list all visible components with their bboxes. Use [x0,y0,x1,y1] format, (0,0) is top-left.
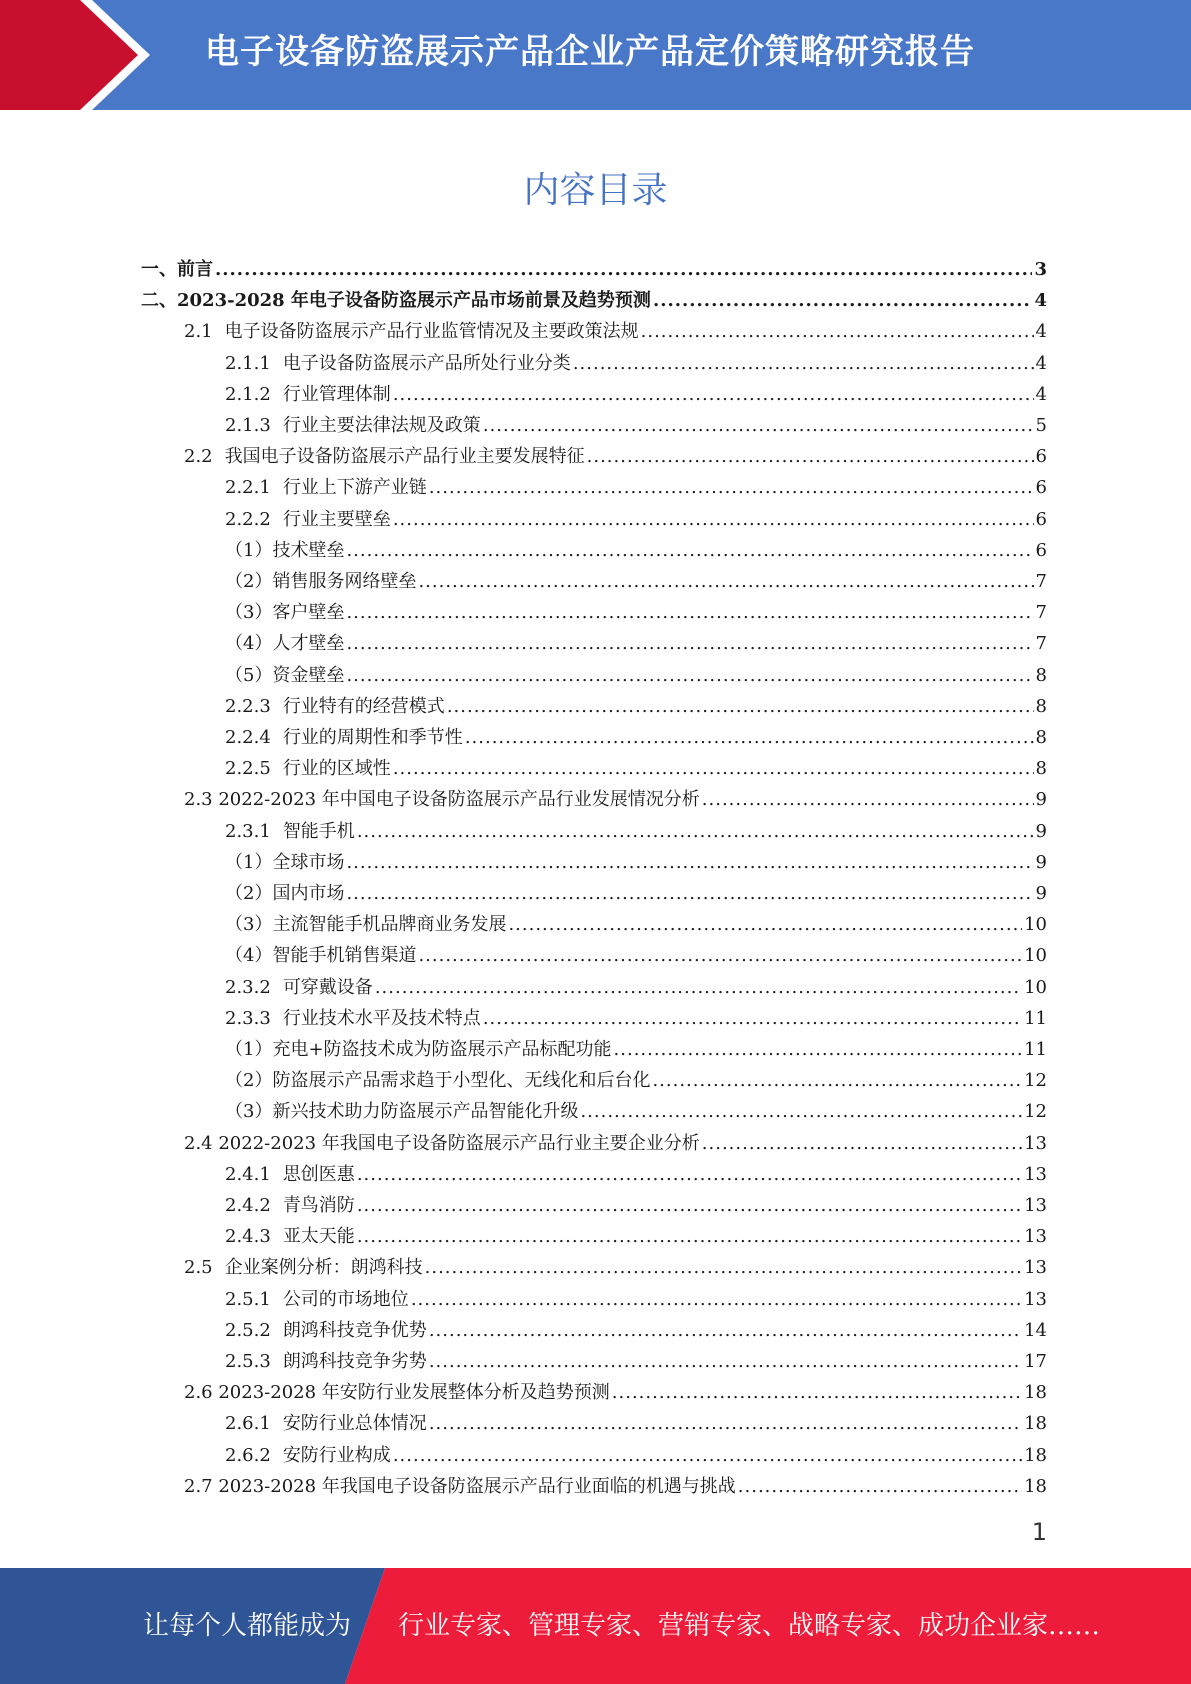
toc-leader-dots [357,816,1034,847]
toc-entry-number: 2.1.3 [225,415,271,436]
page-header [0,0,1191,110]
toc-leader-dots [465,722,1034,753]
toc-entry-number: 2.3.3 [225,1007,271,1029]
toc-entry-page: 13 [1024,1226,1047,1248]
toc-entry-page: 8 [1035,695,1047,717]
toc-entry-number: 2.5 [184,1257,213,1279]
toc-entry-title: 公司的市场地位 [282,1288,409,1310]
toc-entry-page: 6 [1035,539,1047,561]
toc-leader-dots [429,1346,1022,1377]
toc-leader-dots [357,1221,1022,1252]
toc-leader-dots [346,597,1033,628]
toc-leader-dots [429,472,1034,503]
toc-entry-page: 18 [1024,1475,1047,1497]
toc-entry-page: 6 [1035,508,1047,530]
toc-entry-number: （3） [225,914,273,936]
toc-entry-page: 17 [1024,1351,1047,1372]
toc-entry-number: 2.2.4 [225,727,271,748]
toc-entry-title: 国内市场 [272,883,345,904]
toc-entry-title: 行业的周期性和季节性 [282,727,463,748]
toc-entry[interactable] [225,1034,1047,1065]
toc-leader-dots [346,847,1033,878]
toc-entry-title: 一、前言 [141,259,213,280]
toc-entry-title: 防盗展示产品需求趋于小型化、无线化和后台化 [272,1070,651,1092]
toc-leader-dots [508,909,1022,940]
toc-entry-number: （2） [225,571,273,592]
toc-entry-number: （3） [225,1101,273,1123]
toc-entry-number: （4） [225,945,273,967]
toc-leader-dots [652,1065,1022,1096]
toc-entry-page: 8 [1035,664,1047,686]
toc-entry-title: 思创医惠 [282,1163,355,1185]
toc-entry-title: 智能手机销售渠道 [272,945,417,967]
toc-entry-title: 行业的区域性 [282,758,391,780]
toc-entry-title: 安防行业构成 [282,1444,391,1466]
toc-entry-page: 4 [1034,290,1047,312]
toc-entry[interactable] [184,441,1047,472]
toc-entry-number: （1） [225,851,273,873]
toc-entry[interactable] [225,1346,1047,1377]
toc-entry-number: 2.2 [184,446,213,468]
toc-entry[interactable] [225,753,1047,784]
toc-leader-dots [483,410,1034,441]
toc-entry-title: 智能手机 [282,820,355,842]
toc-entry[interactable] [141,285,1047,316]
toc-entry[interactable] [225,909,1047,940]
toc-entry[interactable] [225,566,1047,597]
toc-entry-title: 主流智能手机品牌商业务发展 [272,914,507,936]
toc-entry[interactable] [184,1252,1047,1283]
toc-entry-title: 2.3 2022-2023 年中国电子设备防盗展示产品行业发展情况分析 [184,789,700,811]
toc-leader-dots [393,504,1034,535]
toc-entry-page: 18 [1024,1382,1047,1404]
page-footer [0,1568,1191,1684]
toc-entry-number: 2.4.2 [225,1195,271,1216]
toc-entry[interactable] [225,847,1047,878]
toc-entry-number: 2.2.1 [225,477,271,499]
toc-entry-title: 朗鸿科技竞争劣势 [282,1351,427,1372]
toc-entry[interactable] [184,1377,1047,1408]
toc-entry-number: 2.5.3 [225,1351,271,1372]
toc-leader-dots [429,1315,1022,1346]
toc-leader-dots [411,1284,1022,1315]
toc-entry[interactable] [225,472,1047,503]
toc-leader-dots [215,254,1032,285]
toc-entry-title: 人才壁垒 [272,633,345,655]
toc-entry-number: （3） [225,602,273,624]
toc-entry[interactable] [225,878,1047,909]
toc-leader-dots [393,379,1034,410]
toc-leader-dots [641,316,1034,347]
toc-entry-title: 2.6 2023-2028 年安防行业发展整体分析及趋势预测 [184,1382,610,1404]
toc-entry-title: 充电+防盗技术成为防盗展示产品标配功能 [272,1039,612,1060]
toc-entry-title: 二、2023-2028 年电子设备防盗展示产品市场前景及趋势预测 [141,290,651,312]
toc-leader-dots [580,1096,1022,1127]
toc-entry-page: 3 [1034,259,1047,280]
toc-leader-dots [346,660,1033,691]
toc-entry-page: 10 [1024,945,1047,967]
toc-leader-dots [375,972,1022,1003]
toc-entry-number: 2.5.1 [225,1288,271,1310]
toc-entry-page: 9 [1035,883,1047,904]
toc-entry[interactable] [225,1003,1047,1034]
toc-entry-number: 2.2.2 [225,508,271,530]
toc-leader-dots [429,1408,1022,1439]
toc-entry[interactable] [225,972,1047,1003]
toc-leader-dots [357,1159,1022,1190]
page-number: 1 [1031,1518,1047,1546]
toc-entry-page: 4 [1035,352,1047,374]
toc-entry-title: 销售服务网络壁垒 [272,571,417,592]
toc-entry-page: 13 [1024,1288,1047,1310]
toc-entry-title: 我国电子设备防盗展示产品行业主要发展特征 [224,446,585,468]
toc-entry-page: 5 [1035,415,1047,436]
toc-entry-page: 4 [1035,383,1047,405]
toc-leader-dots [738,1471,1022,1502]
toc-entry-page: 13 [1024,1195,1047,1216]
toc-entry[interactable] [225,535,1047,566]
toc-entry-page: 7 [1035,633,1047,655]
toc-entry[interactable] [225,691,1047,722]
toc-entry-title: 行业主要法律法规及政策 [282,415,481,436]
toc-entry-page: 18 [1024,1413,1047,1435]
toc-leader-dots [702,1128,1022,1159]
toc-entry-page: 9 [1035,789,1047,811]
toc-entry[interactable] [184,316,1047,347]
toc-entry-title: 安防行业总体情况 [282,1413,427,1435]
toc-entry-page: 6 [1035,446,1047,468]
toc-entry-number: 2.3.1 [225,820,271,842]
toc-entry-number: 2.2.5 [225,758,271,780]
toc-entry-number: 2.1.1 [225,352,271,374]
toc-leader-dots [393,753,1034,784]
toc-entry[interactable] [184,1128,1047,1159]
toc-entry[interactable] [225,940,1047,971]
toc-entry-title: 全球市场 [272,851,345,873]
toc-leader-dots [418,940,1022,971]
toc-entry-page: 13 [1024,1257,1047,1279]
toc-entry-page: 9 [1035,851,1047,873]
toc-entry-title: 行业上下游产业链 [282,477,427,499]
toc-entry-page: 10 [1024,914,1047,936]
toc-entry-title: 可穿戴设备 [282,976,373,998]
toc-entry-number: （1） [225,539,273,561]
toc-entry-number: （4） [225,633,273,655]
toc-leader-dots [587,441,1034,472]
toc-entry-title: 电子设备防盗展示产品所处行业分类 [282,352,571,374]
toc-leader-dots [346,535,1033,566]
footer-slogan-left: 让每个人都能成为 [143,1611,352,1641]
toc-entry[interactable] [225,1315,1047,1346]
toc-entry-number: （5） [225,664,273,686]
toc-leader-dots [425,1252,1022,1283]
toc-entry[interactable] [184,784,1047,815]
footer-slogan-right: 行业专家、管理专家、营销专家、战略专家、成功企业家…… [398,1611,1101,1641]
toc-entry[interactable] [225,410,1047,441]
toc-leader-dots [573,348,1034,379]
toc-entry[interactable] [225,379,1047,410]
toc-entry-title: 新兴技术助力防盗展示产品智能化升级 [272,1101,579,1123]
toc-leader-dots [447,691,1034,722]
toc-entry-page: 6 [1035,477,1047,499]
toc-entry-title: 青鸟消防 [282,1195,355,1216]
toc-entry-number: 2.6.1 [225,1413,271,1435]
toc-entry-number: 2.4.1 [225,1163,271,1185]
toc-entry-title: 企业案例分析：朗鸿科技 [224,1257,423,1279]
toc-entry-page: 9 [1035,820,1047,842]
toc-entry-number: （2） [225,1070,273,1092]
toc-entry[interactable] [225,628,1047,659]
toc-entry-title: 2.4 2022-2023 年我国电子设备防盗展示产品行业主要企业分析 [184,1132,700,1154]
toc-entry[interactable] [225,1284,1047,1315]
toc-entry-page: 12 [1024,1101,1047,1123]
toc-entry-title: 客户壁垒 [272,602,345,624]
toc-entry-page: 7 [1035,602,1047,624]
toc-entry-title: 行业技术水平及技术特点 [282,1007,481,1029]
toc-entry[interactable] [184,1471,1047,1502]
toc-entry-title: 电子设备防盗展示产品行业监管情况及主要政策法规 [224,321,639,343]
toc-entry[interactable] [225,1440,1047,1471]
toc-leader-dots [418,566,1033,597]
toc-leader-dots [702,784,1034,815]
toc-entry-page: 13 [1024,1163,1047,1185]
toc-entry-page: 7 [1035,571,1047,592]
toc-entry[interactable] [225,504,1047,535]
toc-entry-title: 资金壁垒 [272,664,345,686]
toc-leader-dots [483,1003,1022,1034]
toc-entry-title: 朗鸿科技竞争优势 [282,1319,427,1341]
toc-leader-dots [612,1377,1022,1408]
toc-entry[interactable] [225,1096,1047,1127]
toc-leader-dots [357,1190,1022,1221]
toc-entry-page: 8 [1035,758,1047,780]
toc-entry-title: 行业管理体制 [282,383,391,405]
toc-entry-page: 12 [1024,1070,1047,1092]
toc-entry[interactable] [225,597,1047,628]
toc-leader-dots [614,1034,1023,1065]
toc-entry[interactable] [225,348,1047,379]
toc-entry-page: 14 [1024,1319,1047,1341]
toc-leader-dots [346,628,1033,659]
toc-entry-number: 2.4.3 [225,1226,271,1248]
toc-entry-number: 2.6.2 [225,1444,271,1466]
toc-entry-number: 2.2.3 [225,695,271,717]
toc-entry-title: 技术壁垒 [272,539,345,561]
toc-entry-page: 13 [1024,1132,1047,1154]
toc-entry-page: 11 [1024,1039,1047,1060]
toc-entry-number: （2） [225,883,273,904]
toc-entry-page: 11 [1024,1007,1047,1029]
toc-entry-title: 亚太天能 [282,1226,355,1248]
toc-entry[interactable] [225,1221,1047,1252]
toc-entry-number: 2.3.2 [225,976,271,998]
toc-entry[interactable] [225,1190,1047,1221]
toc-entry-page: 18 [1024,1444,1047,1466]
toc-entry-page: 8 [1035,727,1047,748]
toc-entry-number: 2.1.2 [225,383,271,405]
toc-entry[interactable] [225,1159,1047,1190]
toc-entry[interactable] [225,1408,1047,1439]
toc-entry-page: 4 [1035,321,1047,343]
toc-leader-dots [346,878,1033,909]
toc-leader-dots [393,1440,1022,1471]
toc-entry-number: （1） [225,1039,273,1060]
toc-entry-number: 2.5.2 [225,1319,271,1341]
toc-entry-title: 行业特有的经营模式 [282,695,445,717]
toc-entry-page: 10 [1024,976,1047,998]
toc-heading: 内容目录 [523,170,668,211]
toc-entry-title: 2.7 2023-2028 年我国电子设备防盗展示产品行业面临的机遇与挑战 [184,1475,736,1497]
toc-entry[interactable] [225,660,1047,691]
toc-entry-title: 行业主要壁垒 [282,508,391,530]
toc-leader-dots [653,285,1033,316]
toc-entry-number: 2.1 [184,321,213,343]
toc-entry[interactable] [141,254,1047,285]
toc-entry[interactable] [225,1065,1047,1096]
toc-entry[interactable] [225,816,1047,847]
toc-entry[interactable] [225,722,1047,753]
report-title: 电子设备防盗展示产品企业产品定价策略研究报告 [205,32,975,72]
